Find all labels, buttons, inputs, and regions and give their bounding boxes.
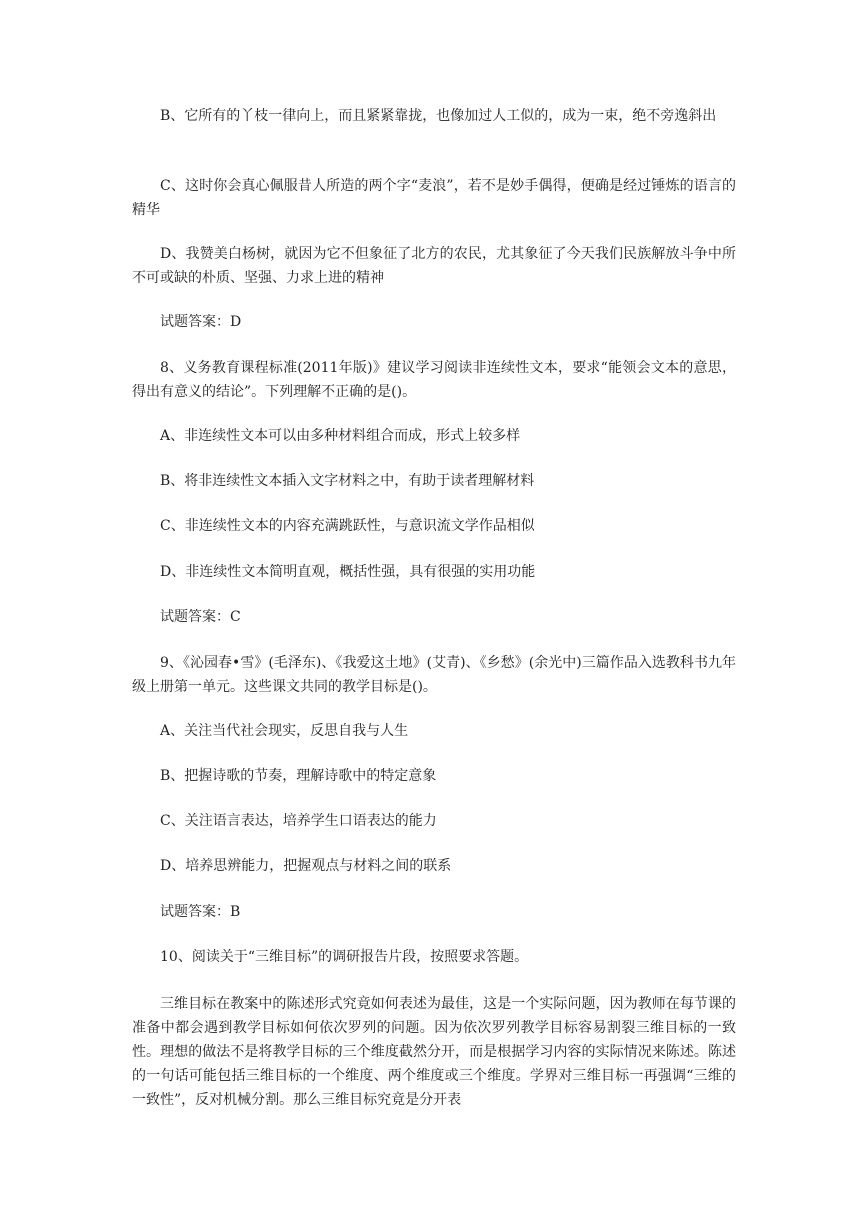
report-excerpt: 三维目标在教案中的陈述形式究竟如何表述为最佳，这是一个实际问题，因为教师在每节课的准备中都会遇到教学目标如何依次罗列的问题。因为依次罗列教学目标容易割裂三维目标的一致性。理想的做法不是将教学目标的三个维度截然分开，而是根据学习内容的实际情况来陈述。陈述的一句话可能包括三维目标的一个维度、两个维度或三个维度。学界对三维目标一再强调“三维的一致性”，反对机械分割。那么三维目标究竟是分开表 bbox=[132, 996, 736, 1108]
question-8: 8、义务教育课程标准(2011年版)》建议学习阅读非连续性文本，要求“能领会文本的意思，得出有意义的结论”。下列理解不正确的是()。 bbox=[132, 360, 736, 400]
option-c-q9: C、关注语言表达，培养学生口语表达的能力 bbox=[160, 813, 437, 829]
option-b-q9: B、把握诗歌的节奏，理解诗歌中的特定意象 bbox=[160, 768, 437, 784]
option-b-q7: B、它所有的丫枝一律向上，而且紧紧靠拢，也像加过人工似的，成为一束，绝不旁逸斜出 bbox=[160, 108, 717, 124]
answer-q9: 试题答案：B bbox=[160, 904, 241, 920]
answer-q8: 试题答案：C bbox=[160, 609, 241, 625]
option-b-q8: B、将非连续性文本插入文字材料之中，有助于读者理解材料 bbox=[160, 473, 535, 489]
option-d-q9: D、培养思辨能力，把握观点与材料之间的联系 bbox=[160, 858, 452, 874]
option-c-q7: C、这时你会真心佩服昔人所造的两个字“麦浪”，若不是妙手偶得，便确是经过锤炼的语言的精华 bbox=[132, 178, 736, 218]
option-a-q8: A、非连续性文本可以由多种材料组合而成，形式上较多样 bbox=[160, 428, 521, 444]
option-d-q7: D、我赞美白杨树，就因为它不但象征了北方的农民，尤其象征了今天我们民族解放斗争中所不可或缺的朴质、坚强、力求上进的精神 bbox=[132, 246, 736, 286]
option-a-q9: A、关注当代社会现实，反思自我与人生 bbox=[160, 723, 409, 739]
option-d-q8: D、非连续性文本简明直观，概括性强，具有很强的实用功能 bbox=[160, 564, 536, 580]
question-10: 10、阅读关于“三维目标”的调研报告片段，按照要求答题。 bbox=[160, 949, 529, 965]
answer-q7: 试题答案：D bbox=[160, 314, 242, 330]
question-9: 9、《沁园春•雪》(毛泽东)、《我爱这土地》(艾青)、《乡愁》(余光中)三篇作品入选教科书九年级上册第一单元。这些课文共同的教学目标是()。 bbox=[132, 655, 736, 695]
option-c-q8: C、非连续性文本的内容充满跳跃性，与意识流文学作品相似 bbox=[160, 518, 535, 534]
